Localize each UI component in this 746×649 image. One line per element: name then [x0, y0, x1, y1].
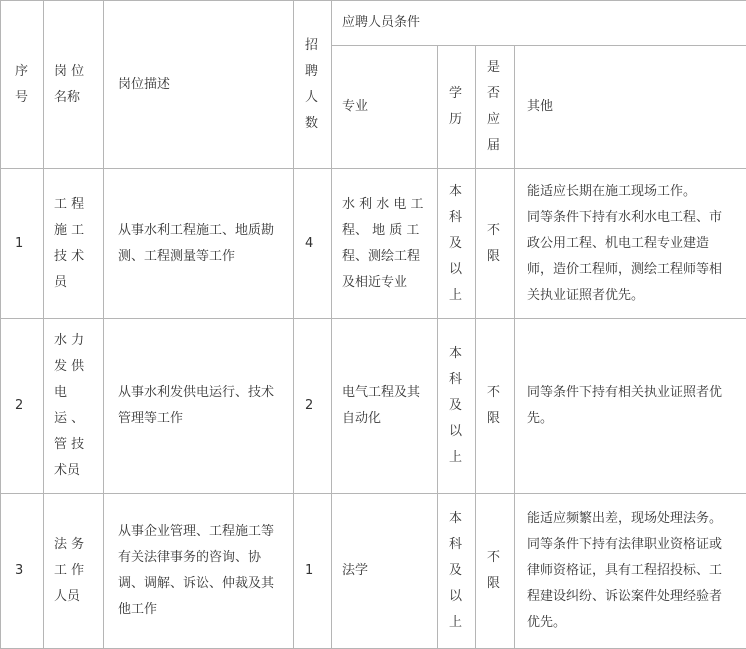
header-headcount: 招 聘 人 数: [294, 1, 332, 169]
header-position-name: 岗 位 名称: [44, 1, 104, 169]
row-fresh: 不 限: [476, 319, 515, 494]
row-headcount: 1: [294, 494, 332, 649]
row-description: 从事水利发供电运行、技术 管理等工作: [104, 319, 294, 494]
header-major: 专业: [332, 46, 438, 169]
row-other: 能适应频繁出差，现场处理法务。 同等条件下持有法律职业资格证或 律师资格证，具有工程招投标、工 程建设纠纷、诉讼案件处理经验者 优先。: [515, 494, 746, 649]
row-position: 水 力 发 供 电 运 、 管 技 术员: [44, 319, 104, 494]
header-education: 学 历: [438, 46, 476, 169]
row-major: 法学: [332, 494, 438, 649]
row-other: 能适应长期在施工现场工作。 同等条件下持有水利水电工程、市 政公用工程、机电工程专业建造 师，造价工程师，测绘工程师等相 关执业证照者优先。: [515, 169, 746, 319]
row-headcount: 4: [294, 169, 332, 319]
header-requirements: 应聘人员条件: [332, 1, 746, 46]
row-index: 1: [1, 169, 44, 319]
table-row: [1, 169, 746, 319]
table-row: [1, 319, 746, 494]
row-headcount: 2: [294, 319, 332, 494]
header-row-top: [1, 1, 746, 46]
header-fresh-graduate: 是 否 应 届: [476, 46, 515, 169]
header-description: 岗位描述: [104, 1, 294, 169]
row-description: 从事企业管理、工程施工等 有关法律事务的咨询、协 调、调解、诉讼、仲裁及其 他工作: [104, 494, 294, 649]
row-description: 从事水利工程施工、地质勘 测、工程测量等工作: [104, 169, 294, 319]
row-major: 电气工程及其 自动化: [332, 319, 438, 494]
row-fresh: 不 限: [476, 169, 515, 319]
row-fresh: 不 限: [476, 494, 515, 649]
row-position: 工 程 施 工 技 术 员: [44, 169, 104, 319]
row-other: 同等条件下持有相关执业证照者优 先。: [515, 319, 746, 494]
table-row: [1, 494, 746, 649]
row-position: 法 务 工 作 人员: [44, 494, 104, 649]
row-education: 本 科 及 以 上: [438, 494, 476, 649]
header-other: 其他: [515, 46, 746, 169]
header-index: 序 号: [1, 1, 44, 169]
row-index: 3: [1, 494, 44, 649]
row-education: 本 科 及 以 上: [438, 169, 476, 319]
row-index: 2: [1, 319, 44, 494]
row-education: 本 科 及 以 上: [438, 319, 476, 494]
row-major: 水 利 水 电 工 程、 地 质 工 程、测绘工程 及相近专业: [332, 169, 438, 319]
